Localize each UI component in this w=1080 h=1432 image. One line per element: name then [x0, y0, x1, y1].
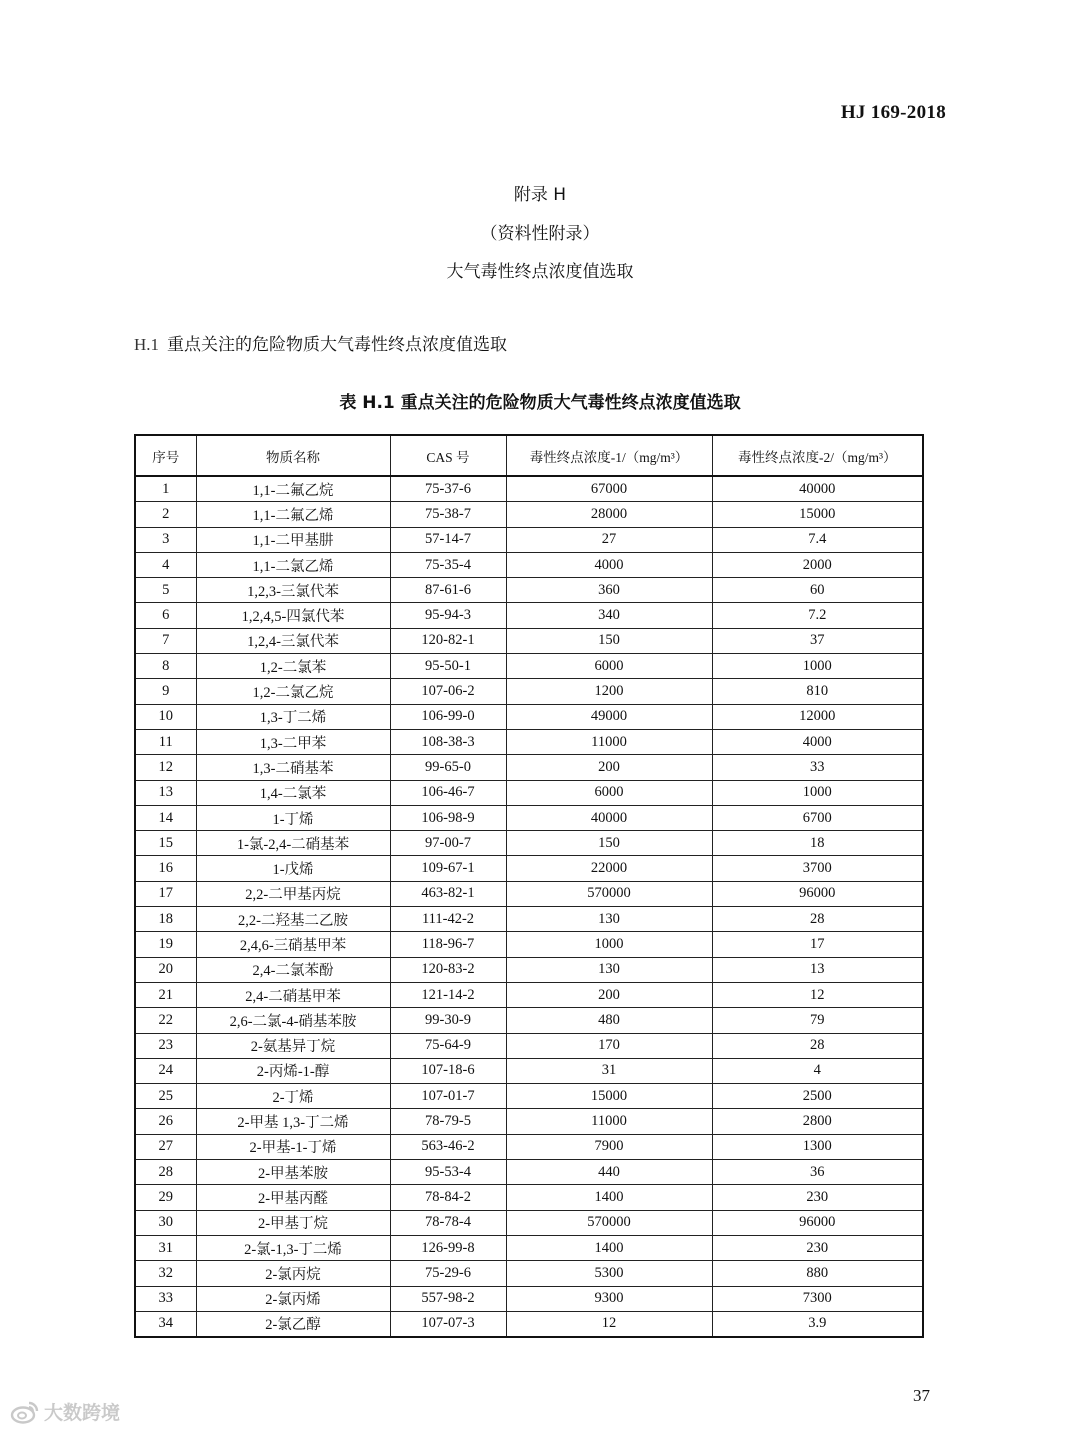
table-caption: 表 H.1 重点关注的危险物质大气毒性终点浓度值选取: [339, 393, 741, 413]
cell-concentration-1: 1400: [506, 1185, 712, 1210]
header-cas: CAS 号: [390, 435, 506, 476]
cell-concentration-1: 67000: [506, 476, 712, 502]
table-row: [135, 1210, 923, 1235]
cell-seq: 8: [135, 654, 196, 679]
cell-concentration-2: 230: [712, 1185, 923, 1210]
cell-cas: 557-98-2: [390, 1286, 506, 1311]
cell-seq: 30: [135, 1210, 196, 1235]
cell-concentration-2: 230: [712, 1235, 923, 1260]
table-row: [135, 527, 923, 552]
table-row: [135, 502, 923, 527]
cell-substance-name: 2-氯丙烷: [196, 1261, 390, 1286]
cell-seq: 15: [135, 831, 196, 856]
cell-cas: 463-82-1: [390, 881, 506, 906]
cell-seq: 13: [135, 780, 196, 805]
cell-cas: 75-38-7: [390, 502, 506, 527]
cell-concentration-2: 4: [712, 1058, 923, 1083]
cell-concentration-2: 18: [712, 831, 923, 856]
section-heading: [134, 330, 507, 355]
cell-substance-name: 1-丁烯: [196, 805, 390, 830]
table-body: [135, 476, 923, 1337]
table-row: [135, 578, 923, 603]
cell-seq: 32: [135, 1261, 196, 1286]
table-header-row: [135, 435, 923, 476]
cell-seq: 23: [135, 1033, 196, 1058]
cell-concentration-1: 31: [506, 1058, 712, 1083]
cell-substance-name: 2,4,6-三硝基甲苯: [196, 932, 390, 957]
cell-cas: 75-64-9: [390, 1033, 506, 1058]
toxicity-table: [134, 434, 924, 1338]
table-row: [135, 755, 923, 780]
cell-concentration-1: 6000: [506, 780, 712, 805]
table-row: [135, 881, 923, 906]
cell-concentration-2: 7.2: [712, 603, 923, 628]
cell-substance-name: 2-氯丙烯: [196, 1286, 390, 1311]
cell-substance-name: 2-甲基-1-丁烯: [196, 1134, 390, 1159]
cell-concentration-2: 3700: [712, 856, 923, 881]
weibo-logo-icon: [10, 1400, 40, 1424]
table-row: [135, 1058, 923, 1083]
cell-concentration-1: 11000: [506, 729, 712, 754]
table-row: [135, 476, 923, 502]
table-row: [135, 704, 923, 729]
cell-substance-name: 1,2,3-三氯代苯: [196, 578, 390, 603]
table-row: [135, 1033, 923, 1058]
cell-cas: 118-96-7: [390, 932, 506, 957]
cell-concentration-2: 7300: [712, 1286, 923, 1311]
cell-concentration-1: 570000: [506, 1210, 712, 1235]
cell-seq: 1: [135, 476, 196, 502]
cell-cas: 121-14-2: [390, 982, 506, 1007]
cell-concentration-1: 440: [506, 1160, 712, 1185]
cell-substance-name: 2,2-二甲基丙烷: [196, 881, 390, 906]
table-row: [135, 1109, 923, 1134]
cell-cas: 95-50-1: [390, 654, 506, 679]
cell-concentration-1: 170: [506, 1033, 712, 1058]
cell-substance-name: 1,1-二氟乙烷: [196, 476, 390, 502]
section-title: 重点关注的危险物质大气毒性终点浓度值选取: [167, 335, 508, 355]
table-row: [135, 1311, 923, 1337]
cell-substance-name: 2-甲基丁烷: [196, 1210, 390, 1235]
cell-concentration-2: 96000: [712, 881, 923, 906]
cell-substance-name: 1,1-二氯乙烯: [196, 552, 390, 577]
cell-concentration-2: 28: [712, 907, 923, 932]
cell-concentration-2: 1000: [712, 780, 923, 805]
cell-substance-name: 2-丁烯: [196, 1084, 390, 1109]
table-row: [135, 552, 923, 577]
table-row: [135, 932, 923, 957]
cell-cas: 78-78-4: [390, 1210, 506, 1235]
watermark: [10, 1398, 120, 1425]
cell-substance-name: 1,1-二氟乙烯: [196, 502, 390, 527]
cell-seq: 21: [135, 982, 196, 1007]
cell-concentration-2: 36: [712, 1160, 923, 1185]
cell-substance-name: 2-氯乙醇: [196, 1311, 390, 1337]
cell-substance-name: 2,2-二羟基二乙胺: [196, 907, 390, 932]
cell-seq: 3: [135, 527, 196, 552]
cell-cas: 109-67-1: [390, 856, 506, 881]
cell-concentration-1: 12: [506, 1311, 712, 1337]
header-substance-name: 物质名称: [196, 435, 390, 476]
table-row: [135, 957, 923, 982]
table-row: [135, 1134, 923, 1159]
appendix-title: 附录 H: [513, 185, 567, 205]
table-row: [135, 1261, 923, 1286]
cell-substance-name: 1,2-二氯苯: [196, 654, 390, 679]
cell-seq: 18: [135, 907, 196, 932]
cell-concentration-2: 6700: [712, 805, 923, 830]
cell-concentration-1: 5300: [506, 1261, 712, 1286]
cell-concentration-1: 570000: [506, 881, 712, 906]
cell-seq: 29: [135, 1185, 196, 1210]
cell-seq: 20: [135, 957, 196, 982]
cell-substance-name: 1,2-二氯乙烷: [196, 679, 390, 704]
cell-substance-name: 1-氯-2,4-二硝基苯: [196, 831, 390, 856]
cell-concentration-1: 9300: [506, 1286, 712, 1311]
table-row: [135, 603, 923, 628]
cell-seq: 10: [135, 704, 196, 729]
table-row: [135, 856, 923, 881]
cell-concentration-2: 2000: [712, 552, 923, 577]
appendix-subtitle: （资料性附录）: [480, 224, 600, 244]
cell-cas: 107-06-2: [390, 679, 506, 704]
cell-substance-name: 2,4-二硝基甲苯: [196, 982, 390, 1007]
table-row: [135, 628, 923, 653]
watermark-text: 大数跨境: [44, 1402, 121, 1424]
cell-seq: 6: [135, 603, 196, 628]
page-number: 37: [913, 1386, 930, 1405]
cell-substance-name: 2-甲基苯胺: [196, 1160, 390, 1185]
cell-substance-name: 1,2,4-三氯代苯: [196, 628, 390, 653]
cell-cas: 95-53-4: [390, 1160, 506, 1185]
cell-cas: 111-42-2: [390, 907, 506, 932]
cell-substance-name: 1,4-二氯苯: [196, 780, 390, 805]
table-row: [135, 1185, 923, 1210]
cell-cas: 107-07-3: [390, 1311, 506, 1337]
cell-substance-name: 2,4-二氯苯酚: [196, 957, 390, 982]
cell-cas: 108-38-3: [390, 729, 506, 754]
cell-cas: 87-61-6: [390, 578, 506, 603]
table-row: [135, 831, 923, 856]
cell-concentration-1: 40000: [506, 805, 712, 830]
cell-concentration-2: 96000: [712, 1210, 923, 1235]
cell-seq: 5: [135, 578, 196, 603]
cell-seq: 9: [135, 679, 196, 704]
cell-seq: 33: [135, 1286, 196, 1311]
cell-seq: 4: [135, 552, 196, 577]
cell-concentration-2: 17: [712, 932, 923, 957]
cell-seq: 24: [135, 1058, 196, 1083]
cell-concentration-2: 7.4: [712, 527, 923, 552]
cell-concentration-2: 12000: [712, 704, 923, 729]
cell-substance-name: 1,1-二甲基肼: [196, 527, 390, 552]
cell-cas: 120-82-1: [390, 628, 506, 653]
cell-cas: 57-14-7: [390, 527, 506, 552]
cell-substance-name: 2-甲基 1,3-丁二烯: [196, 1109, 390, 1134]
cell-concentration-2: 2500: [712, 1084, 923, 1109]
cell-substance-name: 1-戊烯: [196, 856, 390, 881]
cell-substance-name: 1,3-二硝基苯: [196, 755, 390, 780]
cell-substance-name: 1,3-丁二烯: [196, 704, 390, 729]
table-row: [135, 805, 923, 830]
cell-concentration-1: 480: [506, 1008, 712, 1033]
cell-substance-name: 2-氨基异丁烷: [196, 1033, 390, 1058]
cell-cas: 99-65-0: [390, 755, 506, 780]
cell-seq: 12: [135, 755, 196, 780]
cell-concentration-1: 150: [506, 831, 712, 856]
cell-seq: 22: [135, 1008, 196, 1033]
cell-seq: 16: [135, 856, 196, 881]
cell-substance-name: 2-丙烯-1-醇: [196, 1058, 390, 1083]
table-row: [135, 729, 923, 754]
table-row: [135, 654, 923, 679]
cell-concentration-1: 150: [506, 628, 712, 653]
cell-concentration-1: 130: [506, 957, 712, 982]
document-code: HJ 169-2018: [840, 102, 946, 123]
table-row: [135, 679, 923, 704]
cell-concentration-2: 79: [712, 1008, 923, 1033]
section-number: H.1: [134, 335, 160, 354]
cell-concentration-1: 49000: [506, 704, 712, 729]
cell-cas: 75-35-4: [390, 552, 506, 577]
cell-substance-name: 2-氯-1,3-丁二烯: [196, 1235, 390, 1260]
cell-concentration-2: 2800: [712, 1109, 923, 1134]
cell-cas: 78-84-2: [390, 1185, 506, 1210]
cell-cas: 99-30-9: [390, 1008, 506, 1033]
cell-concentration-1: 11000: [506, 1109, 712, 1134]
cell-seq: 25: [135, 1084, 196, 1109]
table-row: [135, 780, 923, 805]
table-row: [135, 1235, 923, 1260]
cell-seq: 26: [135, 1109, 196, 1134]
cell-cas: 75-29-6: [390, 1261, 506, 1286]
cell-concentration-1: 15000: [506, 1084, 712, 1109]
cell-seq: 28: [135, 1160, 196, 1185]
cell-cas: 106-98-9: [390, 805, 506, 830]
cell-concentration-2: 3.9: [712, 1311, 923, 1337]
cell-concentration-1: 1000: [506, 932, 712, 957]
cell-concentration-2: 1000: [712, 654, 923, 679]
header-concentration-2: 毒性终点浓度-2/（mg/m³）: [712, 435, 923, 476]
table-row: [135, 907, 923, 932]
cell-concentration-1: 340: [506, 603, 712, 628]
cell-concentration-2: 12: [712, 982, 923, 1007]
cell-seq: 2: [135, 502, 196, 527]
cell-concentration-1: 27: [506, 527, 712, 552]
cell-seq: 7: [135, 628, 196, 653]
cell-seq: 34: [135, 1311, 196, 1337]
cell-seq: 19: [135, 932, 196, 957]
table-row: [135, 1160, 923, 1185]
cell-seq: 27: [135, 1134, 196, 1159]
cell-concentration-1: 22000: [506, 856, 712, 881]
cell-seq: 31: [135, 1235, 196, 1260]
cell-concentration-1: 4000: [506, 552, 712, 577]
cell-substance-name: 1,2,4,5-四氯代苯: [196, 603, 390, 628]
cell-cas: 97-00-7: [390, 831, 506, 856]
cell-concentration-1: 1400: [506, 1235, 712, 1260]
cell-concentration-2: 13: [712, 957, 923, 982]
cell-concentration-2: 40000: [712, 476, 923, 502]
cell-cas: 120-83-2: [390, 957, 506, 982]
table-row: [135, 982, 923, 1007]
cell-cas: 78-79-5: [390, 1109, 506, 1134]
cell-seq: 17: [135, 881, 196, 906]
cell-cas: 563-46-2: [390, 1134, 506, 1159]
cell-concentration-2: 60: [712, 578, 923, 603]
cell-concentration-2: 28: [712, 1033, 923, 1058]
cell-concentration-1: 200: [506, 755, 712, 780]
cell-concentration-1: 360: [506, 578, 712, 603]
cell-concentration-2: 4000: [712, 729, 923, 754]
cell-substance-name: 2,6-二氯-4-硝基苯胺: [196, 1008, 390, 1033]
cell-concentration-1: 7900: [506, 1134, 712, 1159]
cell-concentration-2: 1300: [712, 1134, 923, 1159]
cell-concentration-2: 15000: [712, 502, 923, 527]
cell-substance-name: 2-甲基丙醛: [196, 1185, 390, 1210]
table-row: [135, 1008, 923, 1033]
header-concentration-1: 毒性终点浓度-1/（mg/m³）: [506, 435, 712, 476]
cell-concentration-2: 37: [712, 628, 923, 653]
cell-cas: 95-94-3: [390, 603, 506, 628]
cell-cas: 126-99-8: [390, 1235, 506, 1260]
cell-concentration-2: 810: [712, 679, 923, 704]
cell-concentration-1: 6000: [506, 654, 712, 679]
cell-cas: 106-99-0: [390, 704, 506, 729]
cell-seq: 11: [135, 729, 196, 754]
cell-cas: 107-01-7: [390, 1084, 506, 1109]
cell-concentration-1: 28000: [506, 502, 712, 527]
cell-concentration-2: 880: [712, 1261, 923, 1286]
cell-substance-name: 1,3-二甲苯: [196, 729, 390, 754]
cell-seq: 14: [135, 805, 196, 830]
cell-concentration-1: 1200: [506, 679, 712, 704]
cell-cas: 106-46-7: [390, 780, 506, 805]
cell-concentration-2: 33: [712, 755, 923, 780]
appendix-heading: 大气毒性终点浓度值选取: [446, 262, 634, 282]
cell-concentration-1: 200: [506, 982, 712, 1007]
cell-cas: 107-18-6: [390, 1058, 506, 1083]
table-row: [135, 1084, 923, 1109]
header-seq: 序号: [135, 435, 196, 476]
cell-concentration-1: 130: [506, 907, 712, 932]
cell-cas: 75-37-6: [390, 476, 506, 502]
table-row: [135, 1286, 923, 1311]
